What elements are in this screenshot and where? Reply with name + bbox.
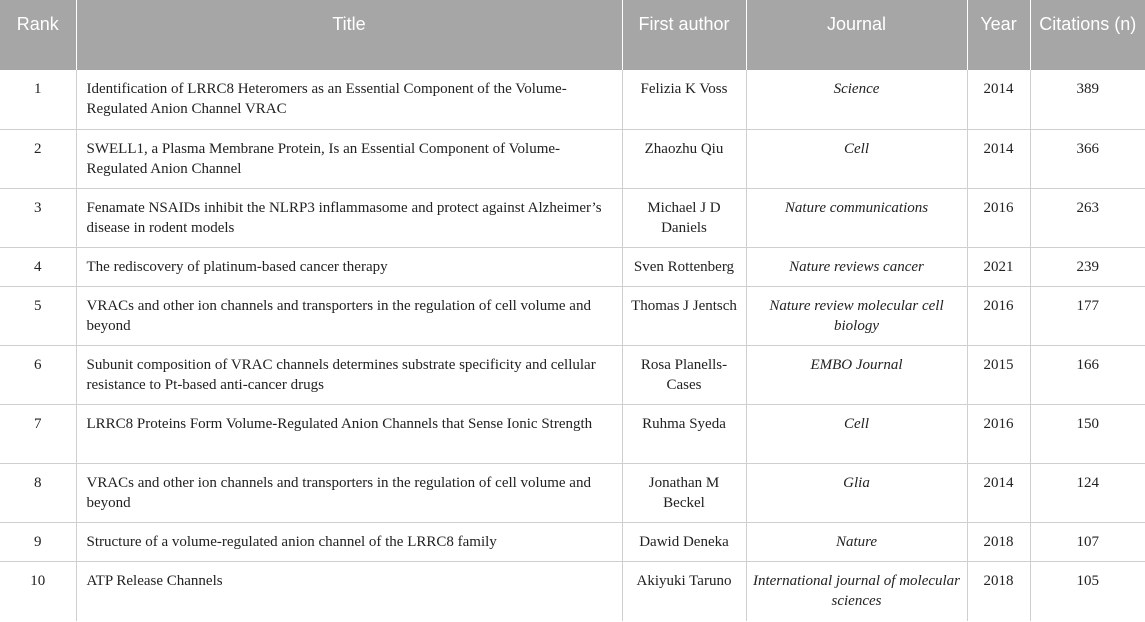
journal-cell: Nature (746, 522, 967, 561)
citations-cell: 124 (1030, 463, 1145, 522)
citations-cell: 366 (1030, 129, 1145, 188)
title-cell: Identification of LRRC8 Heteromers as an Essential Component of the Volume-Regulated Anion Channel VRAC (76, 70, 622, 129)
title-cell: VRACs and other ion channels and transporters in the regulation of cell volume and beyond (76, 463, 622, 522)
year-cell: 2018 (967, 561, 1030, 621)
table-row (0, 345, 1145, 404)
journal-cell: Nature review molecular cell biology (746, 286, 967, 345)
first-author-cell: Sven Rottenberg (622, 247, 746, 286)
rank-cell: 6 (0, 345, 76, 404)
journal-cell: Nature reviews cancer (746, 247, 967, 286)
header-journal: Journal (746, 0, 967, 70)
table-row (0, 561, 1145, 621)
rank-cell: 1 (0, 70, 76, 129)
first-author-cell: Thomas J Jentsch (622, 286, 746, 345)
table-row (0, 70, 1145, 129)
title-cell: Fenamate NSAIDs inhibit the NLRP3 inflammasome and protect against Alzheimer’s disease in rodent models (76, 188, 622, 247)
table-row (0, 463, 1145, 522)
year-cell: 2016 (967, 188, 1030, 247)
citations-cell: 239 (1030, 247, 1145, 286)
citations-cell: 107 (1030, 522, 1145, 561)
first-author-cell: Ruhma Syeda (622, 404, 746, 463)
rank-cell: 9 (0, 522, 76, 561)
citations-cell: 263 (1030, 188, 1145, 247)
table-row (0, 188, 1145, 247)
header-citations: Citations (n) (1030, 0, 1145, 70)
rank-cell: 5 (0, 286, 76, 345)
year-cell: 2016 (967, 404, 1030, 463)
year-cell: 2014 (967, 463, 1030, 522)
year-cell: 2015 (967, 345, 1030, 404)
title-cell: The rediscovery of platinum-based cancer therapy (76, 247, 622, 286)
header-rank: Rank (0, 0, 76, 70)
header-first-author: First author (622, 0, 746, 70)
citations-cell: 177 (1030, 286, 1145, 345)
first-author-cell: Felizia K Voss (622, 70, 746, 129)
citations-cell: 166 (1030, 345, 1145, 404)
rank-cell: 4 (0, 247, 76, 286)
title-cell: SWELL1, a Plasma Membrane Protein, Is an Essential Component of Volume-Regulated Anion Channel (76, 129, 622, 188)
first-author-cell: Rosa Planells-Cases (622, 345, 746, 404)
title-cell: Subunit composition of VRAC channels determines substrate specificity and cellular resistance to Pt-based anti-cancer drugs (76, 345, 622, 404)
citations-cell: 389 (1030, 70, 1145, 129)
title-cell: ATP Release Channels (76, 561, 622, 621)
title-cell: Structure of a volume-regulated anion channel of the LRRC8 family (76, 522, 622, 561)
header-title: Title (76, 0, 622, 70)
first-author-cell: Zhaozhu Qiu (622, 129, 746, 188)
year-cell: 2014 (967, 129, 1030, 188)
citations-cell: 150 (1030, 404, 1145, 463)
title-cell: VRACs and other ion channels and transporters in the regulation of cell volume and beyond (76, 286, 622, 345)
year-cell: 2016 (967, 286, 1030, 345)
table-row (0, 129, 1145, 188)
journal-cell: International journal of molecular sciences (746, 561, 967, 621)
journal-cell: EMBO Journal (746, 345, 967, 404)
year-cell: 2021 (967, 247, 1030, 286)
first-author-cell: Dawid Deneka (622, 522, 746, 561)
table-row (0, 522, 1145, 561)
year-cell: 2018 (967, 522, 1030, 561)
journal-cell: Cell (746, 404, 967, 463)
rank-cell: 3 (0, 188, 76, 247)
first-author-cell: Jonathan M Beckel (622, 463, 746, 522)
journal-cell: Science (746, 70, 967, 129)
journal-cell: Nature communications (746, 188, 967, 247)
rank-cell: 8 (0, 463, 76, 522)
header-year: Year (967, 0, 1030, 70)
journal-cell: Glia (746, 463, 967, 522)
rank-cell: 7 (0, 404, 76, 463)
title-cell: LRRC8 Proteins Form Volume-Regulated Anion Channels that Sense Ionic Strength (76, 404, 622, 463)
table-row (0, 286, 1145, 345)
first-author-cell: Michael J D Daniels (622, 188, 746, 247)
rank-cell: 2 (0, 129, 76, 188)
year-cell: 2014 (967, 70, 1030, 129)
rank-cell: 10 (30, 572, 46, 589)
journal-cell: Cell (746, 129, 967, 188)
header-row (0, 0, 1145, 70)
table-row (0, 247, 1145, 286)
first-author-cell: Akiyuki Taruno (622, 561, 746, 621)
table-row (0, 404, 1145, 463)
citations-cell: 105 (1030, 561, 1145, 621)
